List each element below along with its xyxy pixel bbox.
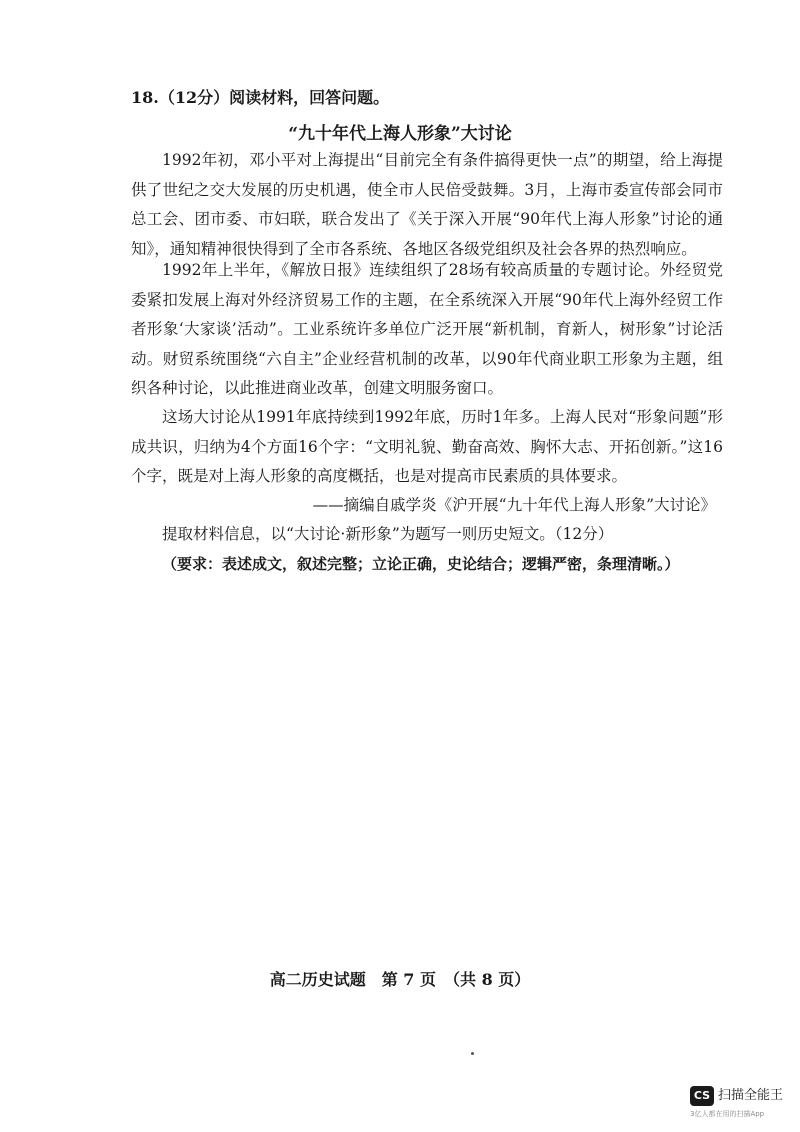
- scan-speck: [471, 1052, 474, 1055]
- task-prompt: 提取材料信息，以“大讨论·新形象”为题写一则历史短文。（12分）: [162, 525, 614, 543]
- material-paragraph-2: 1992年上半年，《解放日报》连续组织了28场有较高质量的专题讨论。外经贸党委紧扣发展上海对外经济贸易工作的主题，在全系统深入开展“90年代上海外经贸工作者形象‘大家谈’活动”。工业系统许多单位广泛开展“新机制，育新人，树形象”讨论活动。财贸系统围绕“六自主”企业经营机制的改革，以90年代商业职工形象为主题，组织各种讨论，以此推进商业改革，创建文明服务窗口。: [131, 261, 723, 397]
- material-paragraph-3: 这场大讨论从1991年底持续到1992年底，历时1年多。上海人民对“形象问题”形成共识，归纳为4个方面16个字：“文明礼貌、勤奋高效、胸怀大志、开拓创新。”这16个字，既是对上海人形象的高度概括，也是对提高市民素质的具体要求。: [131, 408, 723, 485]
- camscanner-logo-icon: CS: [690, 1086, 714, 1106]
- question-header: 18.（12分）阅读材料，回答问题。: [131, 88, 390, 107]
- answer-requirements: （要求：表述成文，叙述完整；立论正确，史论结合；逻辑严密，条理清晰。）: [162, 555, 680, 573]
- material-paragraph-1: 1992年初，邓小平对上海提出“目前完全有条件搞得更快一点”的期望，给上海提供了世纪之交大发展的历史机遇，使全市人民倍受鼓舞。3月，上海市委宣传部会同市总工会、团市委、市妇联，联合发出了《关于深入开展“90年代上海人形象”讨论的通知》，通知精神很快得到了全市各系统、各地区各级党组织及社会各界的热烈响应。: [131, 151, 723, 258]
- page-footer: 高二历史试题 第 7 页 （共 8 页）: [269, 970, 531, 989]
- watermark-app-name: 扫描全能王: [718, 1088, 784, 1103]
- watermark-slogan: 3亿人都在用的扫描App: [690, 1110, 765, 1118]
- scanner-watermark: [690, 1086, 794, 1126]
- material-title: “九十年代上海人形象”大讨论: [288, 124, 512, 144]
- material-source: ——摘编自戚学炎《沪开展“九十年代上海人形象”大讨论》: [312, 496, 716, 514]
